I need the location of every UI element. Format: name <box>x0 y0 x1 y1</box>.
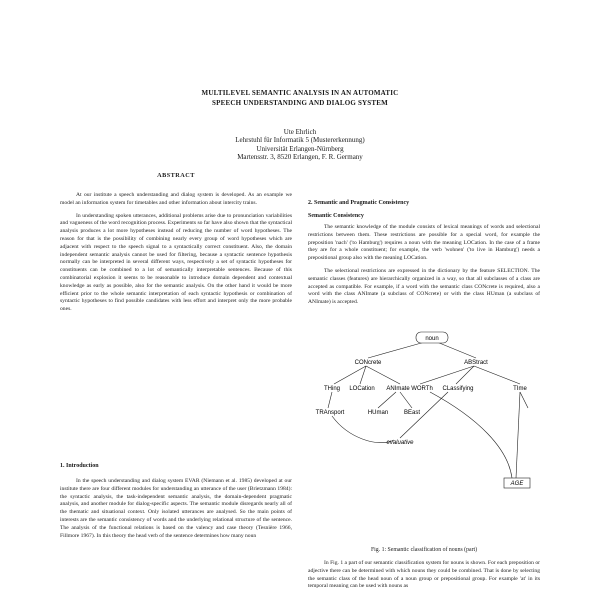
affiliation-line3: Martensstr. 3, 8520 Erlangen, F. R. Germany <box>237 153 363 162</box>
affiliation-line2: Universität Erlangen-Nürnberg <box>256 144 344 153</box>
intro-paragraph-1: In the speech understanding and dialog system EVAR (Niemann et al. 1985) developed at our institute there are four different modules for understanding an utterance of the user (Brietzmann 1984): the syntactic analysis, the task-independent semantic analysis, the domain-dependent pragmatic analysis, and another module for dialog-specific aspects. The semantic module disregards nearly all of the thematic and situational context. Only isolated utterances are analysed. So the main points of interests are the semantic consistency of words and the underlying relational structure of the sentence. The analysis of the functional relations is based on the valency and case theory (Tesnière 1966, Fillmore 1967). In this theory the head verb of the sentence determines how many noun <box>60 478 292 539</box>
intro-heading: 1. Introduction <box>60 463 99 469</box>
node-worth: WORTh <box>411 386 433 392</box>
node-beast: BEast <box>403 410 421 416</box>
author-block <box>0 128 600 162</box>
node-noun: noun <box>425 336 439 342</box>
section2-heading: 2. Semantic and Pragmatic Consistency <box>308 200 410 206</box>
paper-title-line1: MULTILEVEL SEMANTIC ANALYSIS IN AN AUTOMATIC <box>201 89 399 97</box>
abstract-paragraph-1: At our institute a speech understanding and dialog system is developed. As an example we model an information system for timetables and other information about intercity trains. <box>60 192 292 206</box>
node-classifying: CLassifying <box>442 386 474 392</box>
node-transport: TRAnsport <box>315 410 345 416</box>
section2-paragraph-1: The semantic knowledge of the module consists of lexical meanings of words and selectional restrictions between them. These restrictions are possible for a special word, for example the preposition 'nach' ('to Hamburg') requires a noun with the meaning LOCation. In the case of a frame they are for a whole constituent; for example, the verb 'wohnen' ('to live in Hamburg') needs a prepositional group also with the meaning LOCation. <box>308 224 540 262</box>
figure-caption: Fig. 1: Semantic classification of nouns (part) <box>370 547 478 553</box>
abstract-body <box>60 192 292 319</box>
abstract-paragraph-2: In understanding spoken utterances, additional problems arise due to pronunciation variabilities and vagueness of the word recognition process. Experiments so far have also shown that the syntactical analysis produces a lot more hypotheses instead of reducing the number of word hypotheses. The reason for that is the possibility of combining nearly every group of word hypotheses which are adjacent with respect to the speech signal to a syntactically correct constituent. Also, the domain independent semantic analysis cannot be used for filtering, because a syntactic sentence hypothesis normally can be interpreted in several different ways, respectively a set of syntactic hypotheses for constituents can be combined to a lot of semantically interpretable sentences. Because of this combinatorial explosion it seems to be reasonable to introduce domain dependent and contextual knowledge as early as possible, also for the semantic analysis. On the other hand it would be more efficient prior to the whole semantic interpretation of each syntactic hypothesis or combination of syntactic hypotheses to find possible candidates with less effort and interpret only the more probable ones. <box>60 212 292 313</box>
affiliation-line1: Lehrstuhl für Informatik 5 (Mustererkennung) <box>235 136 365 145</box>
node-thing: THing <box>323 386 341 392</box>
node-concrete: CONcrete <box>354 360 382 366</box>
node-abstract: ABStract <box>464 360 488 366</box>
paper-title-line2: SPEECH UNDERSTANDING AND DIALOG SYSTEM <box>212 99 388 107</box>
section2-paragraph-2: The selectional restrictions are expressed in the dictionary by the feature SELECTION. The semantic classes (features) are hierarchically organized in a way, so that all subclasses of a class are accepted as compatible. For example, if a word with the semantic class CONcrete is required, also a word with the class ANImate (a subclass of CONcrete) or with the class HUman (a subclass of ANImate) is accepted. <box>308 267 540 306</box>
semantic-classification-figure <box>308 328 540 528</box>
node-evaluative: evaluative <box>386 440 414 446</box>
section2-body <box>308 224 540 312</box>
author-name: Ute Ehrlich <box>283 128 317 136</box>
section2-paragraph-3: In Fig. 1 a part of our semantic classification system for nouns is shown. For each preposition or adjective there can be determined with which nouns they could be combined. That is done by selecting the semantic class of the head noun of a noun group or prepositional group. For example 'at' in its temporal meaning can be used with nouns as <box>308 560 540 590</box>
section2-subheading: Semantic Consistency <box>308 213 364 219</box>
node-age: AGE <box>510 481 524 487</box>
node-animate: ANImate <box>386 386 410 392</box>
abstract-heading: ABSTRACT <box>157 172 195 179</box>
node-time: TIme <box>513 386 527 392</box>
node-location: LOCation <box>349 386 375 392</box>
node-human: HUman <box>367 410 389 416</box>
intro-body <box>60 478 292 545</box>
section2-continued <box>308 560 540 596</box>
